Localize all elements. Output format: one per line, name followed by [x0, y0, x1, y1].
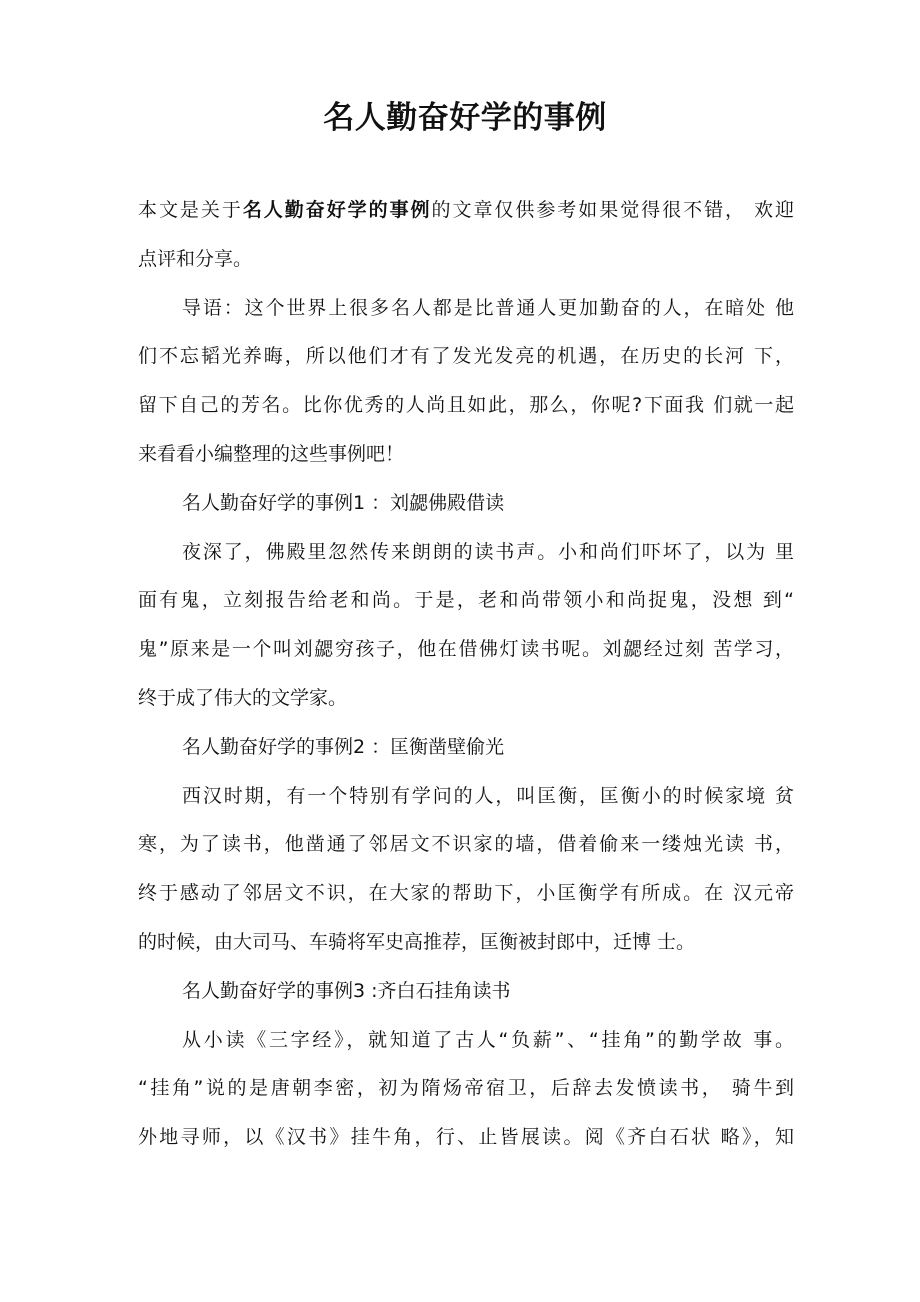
lead-line-4: 来看看小编整理的这些事例吧！ — [138, 442, 405, 465]
document-title: 名人勤奋好学的事例 — [323, 100, 607, 136]
example3-line-2: “挂角”说的是唐朝李密，初为隋炀帝宿卫，后辞去发愤读书， 骑牛到 — [138, 1077, 794, 1100]
example2-line-2: 寒，为了读书，他凿通了邻居文不识家的墙，借着偷来一缕烛光读 书， — [138, 833, 794, 856]
intro-prefix: 本文是关于 — [138, 199, 243, 221]
example1-line-1: 夜深了，佛殿里忽然传来朗朗的读书声。小和尚们吓坏了，以为 里 — [182, 540, 794, 563]
example3-heading: 名人勤奋好学的事例3 :齐白石挂角读书 — [182, 979, 511, 1002]
intro-line-2: 点评和分享。 — [138, 247, 253, 270]
lead-line-3: 留下自己的芳名。比你优秀的人尚且如此，那么，你呢?下面我 们就一起 — [138, 394, 794, 417]
example2-heading: 名人勤奋好学的事例2 ：匡衡凿壁偷光 — [182, 735, 505, 758]
lead-line-2: 们不忘韬光养晦，所以他们才有了发光发亮的机遇，在历史的长河 下， — [138, 345, 794, 368]
intro-emphasis: 名人勤奋好学的事例 — [242, 199, 432, 221]
intro-line-1 — [138, 186, 794, 235]
document-body — [138, 186, 794, 1162]
intro-suffix: 的文章仅供参考如果觉得很不错， 欢迎 — [431, 199, 794, 221]
example3-line-3: 外地寻师，以《汉书》挂牛角，行、止皆展读。阅《齐白石状 略》，知 — [138, 1126, 794, 1149]
example1-line-3: 鬼”原来是一个叫刘勰穷孩子，他在借佛灯读书呢。刘勰经过刻 苦学习， — [138, 638, 794, 661]
example2-line-4: 的时候，由大司马、车骑将军史高推荐，匡衡被封郎中，迁博 士。 — [138, 930, 696, 953]
example1-line-2: 面有鬼，立刻报告给老和尚。于是，老和尚带领小和尚捉鬼，没想 到“ — [138, 589, 794, 612]
lead-line-1: 导语：这个世界上很多名人都是比普通人更加勤奋的人，在暗处 他 — [182, 296, 794, 319]
example3-line-1: 从小读《三字经》，就知道了古人“负薪”、“挂角”的勤学故 事。 — [182, 1028, 794, 1051]
example1-heading: 名人勤奋好学的事例1 ：刘勰佛殿借读 — [182, 491, 505, 514]
example1-line-4: 终于成了伟大的文学家。 — [138, 686, 348, 709]
example2-line-1: 西汉时期，有一个特别有学问的人，叫匡衡，匡衡小的时候家境 贫 — [182, 784, 794, 807]
example2-line-3: 终于感动了邻居文不识，在大家的帮助下，小匡衡学有所成。在 汉元帝 — [138, 882, 794, 905]
